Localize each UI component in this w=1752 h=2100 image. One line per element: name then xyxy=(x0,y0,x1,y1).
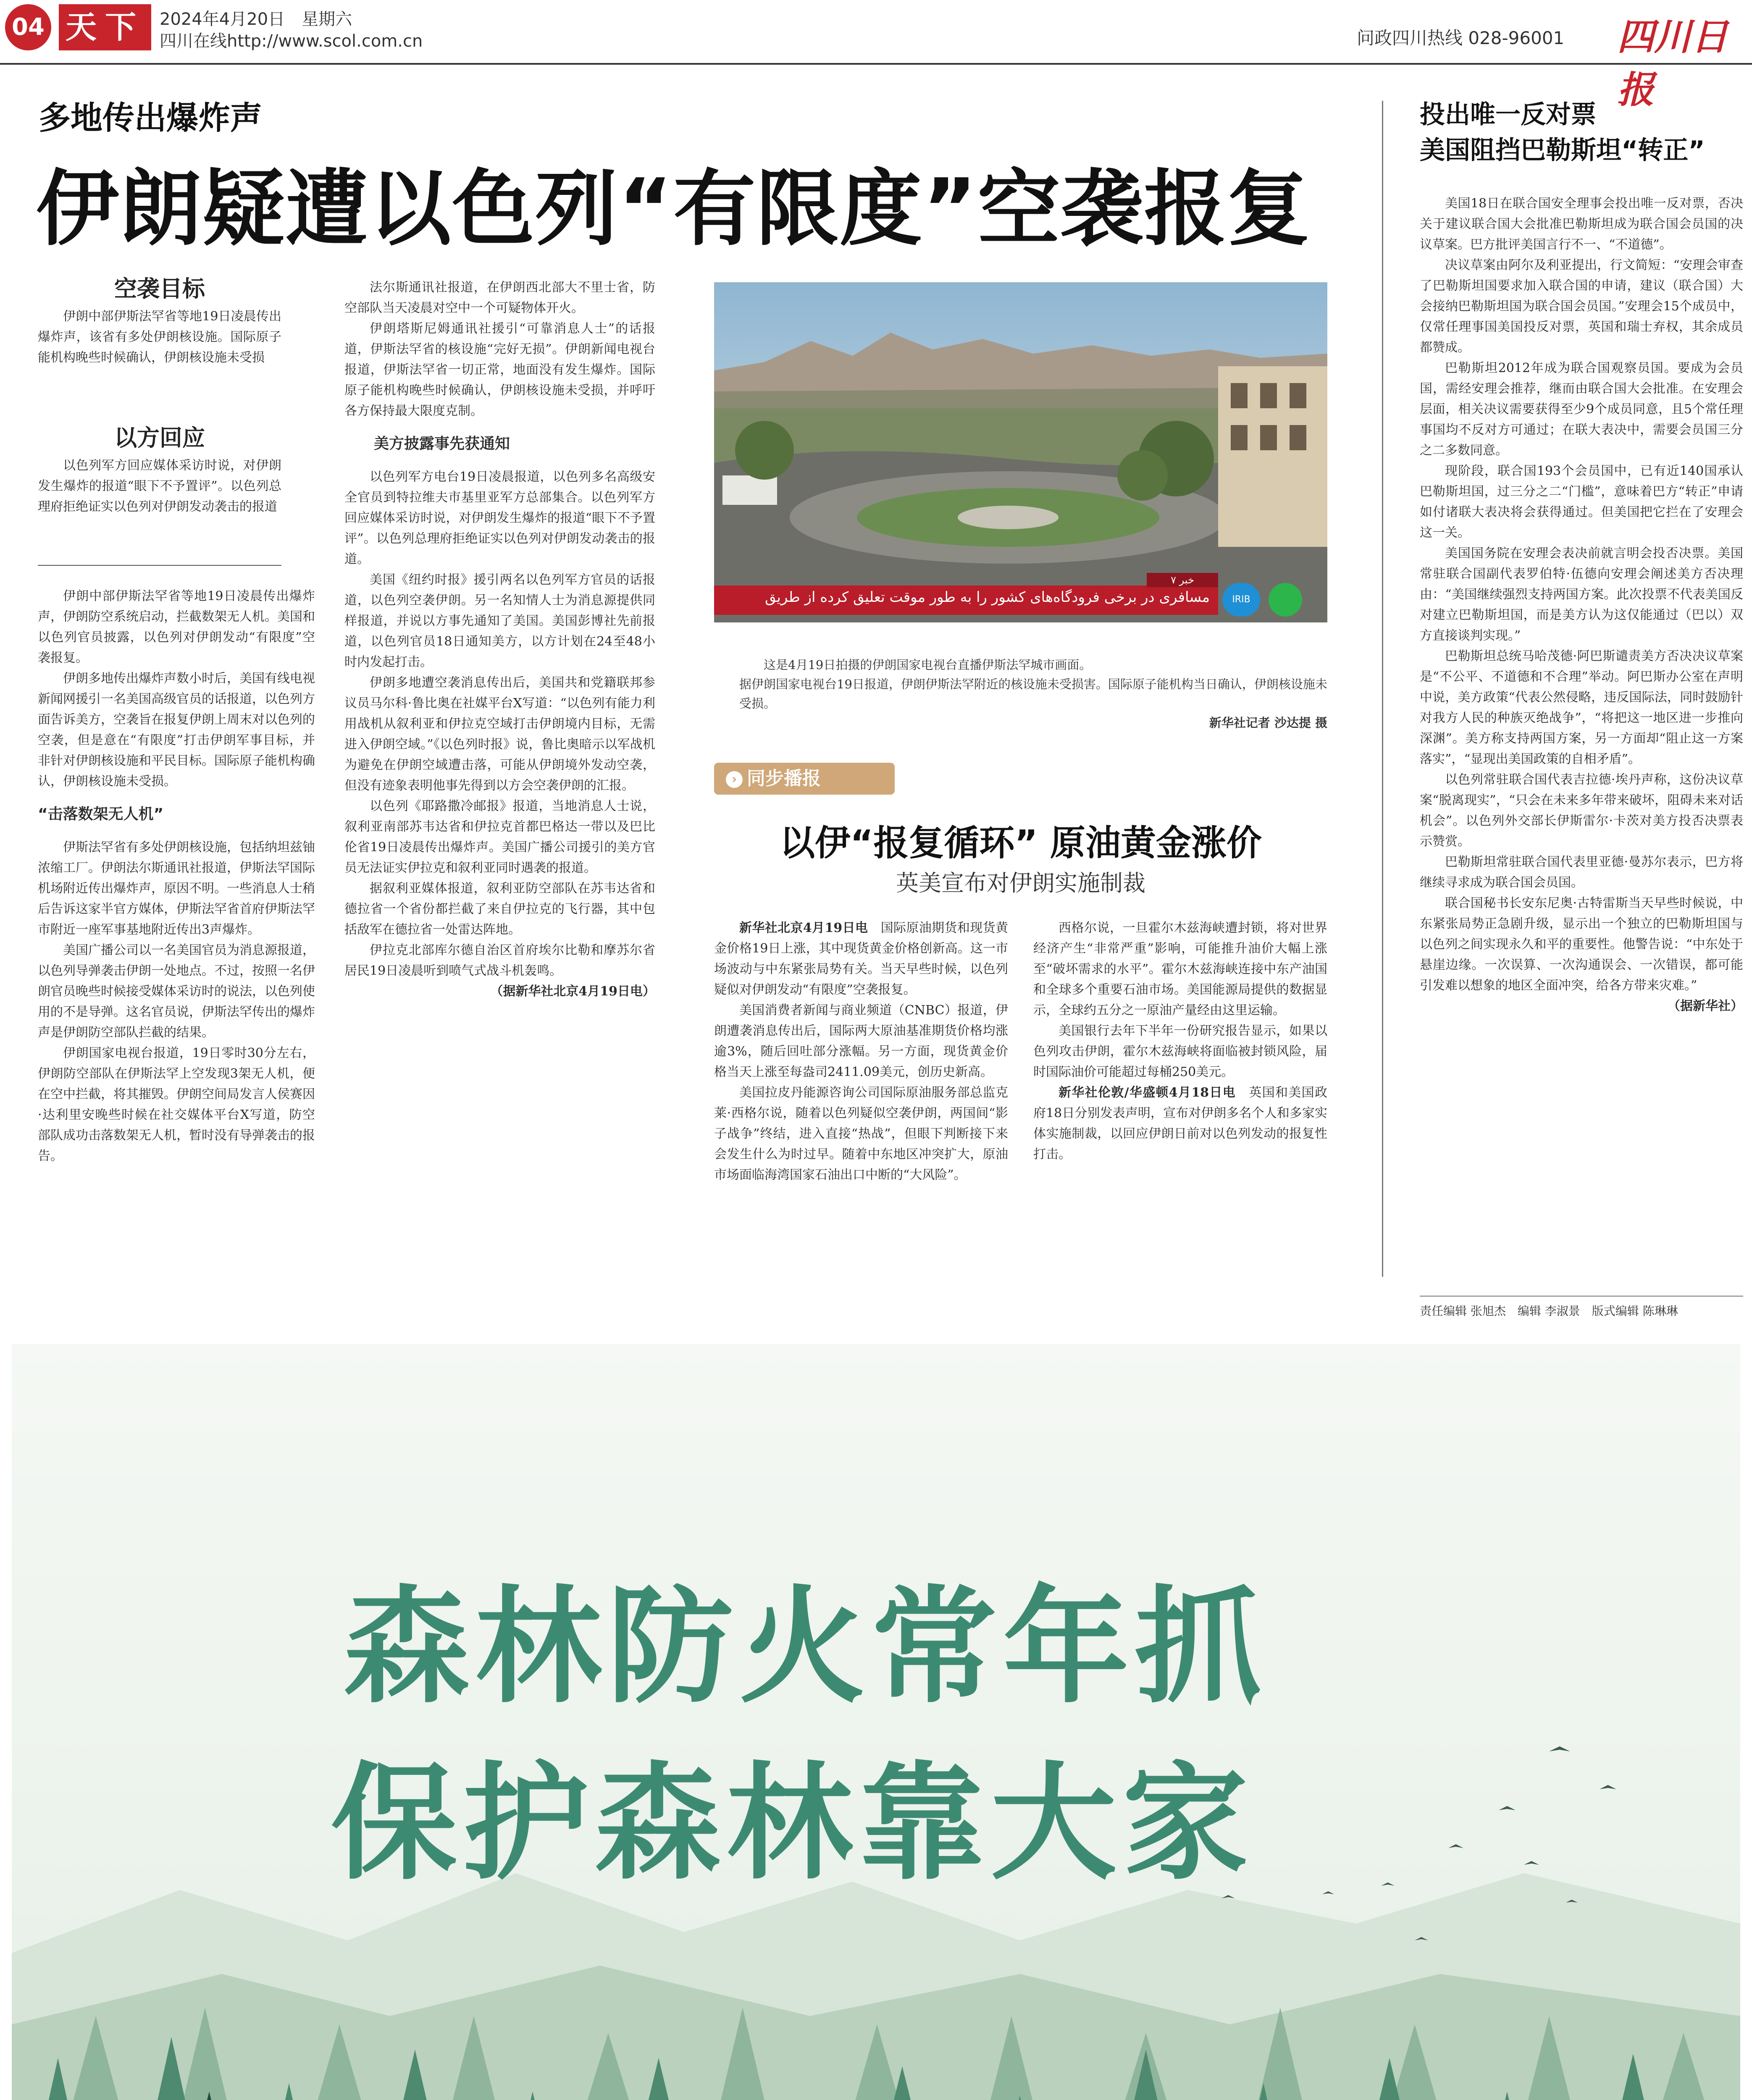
dateline: 新华社北京4月19日电 xyxy=(739,921,868,935)
paragraph: 巴勒斯坦2012年成为联合国观察员国。要成为会员国，需经安理会推荐，继而由联合国大会批准。在安理会层面，相关决议需要获得至少9个成员同意，且5个常任理事国均不反对方可通过；在联大表决中，需要会员国三分之二多数同意。 xyxy=(1420,361,1743,458)
masthead xyxy=(0,0,1752,111)
page-number-badge: 04 xyxy=(5,4,51,50)
paragraph: 伊朗塔斯尼姆通讯社援引“可靠消息人士”的话报道，伊斯法罕省的核设施“完好无损”。伊朗新闻电视台报道，伊斯法罕省一切正常，地面没有发生爆炸。国际原子能机构晚些时候确认，伊朗核设施未受损，并呼吁各方保持最大限度克制。 xyxy=(344,321,655,418)
subhead-us-notified: 美方披露事先获通知 xyxy=(374,435,510,452)
paper-name-logo: 四川日报 xyxy=(1617,15,1728,111)
paragraph: 联合国秘书长安东尼奥·古特雷斯当天早些时候说，中东紧张局势正急剧升级，显示出一个独立的巴勒斯坦国与以色列之间实现永久和平的重要性。他警告说：“中东处于悬崖边缘。一次误算、一次沟通误会、一次错误，都可能引发难以想象的地区全面冲突，给各方带来灾难。” xyxy=(1420,896,1743,993)
section-label: 天下 xyxy=(59,4,151,50)
credit: （据新华社） xyxy=(1668,999,1743,1013)
paragraph: 以色列常驻联合国代表吉拉德·埃丹声称，这份决议草案“脱离现实”，“只会在未来多年带来破坏，阻碍未来对话机会”。以色列外交部长伊斯雷尔·卡茨对美方投否决票表示赞赏。 xyxy=(1420,772,1743,849)
paragraph: 巴勒斯坦总统马哈茂德·阿巴斯谴责美方否决决议草案是“不公平、不道德和不合理”举动。阿巴斯办公室在声明中说，美方政策“代表公然侵略，违反国际法，同时鼓励针对我方人民的种族灭绝战争”，“将把这一地区进一步推向深渊”。美方称支持两国方案，另一方面却“阻止这一方案落实”，“显现出美国政策的自相矛盾”。 xyxy=(1420,649,1743,766)
paragraph: 巴勒斯坦常驻联合国代表里亚德·曼苏尔表示，巴方将继续寻求成为联合国会员国。 xyxy=(1420,855,1743,890)
paragraph: 美国消费者新闻与商业频道（CNBC）报道，伊朗遭袭消息传出后，国际两大原油基准期货价格均涨逾3%，随后回吐部分涨幅。另一方面，现货黄金价格当天上涨至每盎司2411.09美元，创历史新高。 xyxy=(714,1003,1008,1079)
paragraph: 决议草案由阿尔及利亚提出，行文简短：“安理会审查了巴勒斯坦国要求加入联合国的申请，建议（联合国）大会接纳巴勒斯坦国为联合国会员国。”安理会15个成员中，仅常任理事国美国投反对票，英国和瑞士弃权，其余成员都赞成。 xyxy=(1420,258,1743,355)
ad-slogan-line-2: 保护森林靠大家 xyxy=(331,1748,1254,1897)
forest-fire-ad xyxy=(12,1344,1740,2100)
box-airstrike-target xyxy=(38,275,281,368)
box-israel-response xyxy=(38,424,281,517)
sync-subheadline: 英美宣布对伊朗实施制裁 xyxy=(896,870,1145,896)
ticker-label: خبر ۷ xyxy=(1147,573,1218,587)
subhead-drones: “击落数架无人机” xyxy=(38,806,164,823)
lead-column-2 xyxy=(344,277,655,1002)
paragraph xyxy=(1033,1082,1327,1165)
paragraph: 美国国务院在安理会表决前就言明会投否决票。美国常驻联合国副代表罗伯特·伍德向安理会阐述美方否决理由：“美国继续强烈支持两国方案。此次投票不代表美国反对建立巴勒斯坦国，而是美方认为这仅能通过（巴以）双方直接谈判实现。” xyxy=(1420,546,1743,643)
paragraph: 法尔斯通讯社报道，在伊朗西北部大不里士省，防空部队当天凌晨对空中一个可疑物体开火。 xyxy=(344,280,655,315)
channel-logo: IRIB xyxy=(1222,583,1260,617)
paragraph: 伊朗国家电视台报道，19日零时30分左右，伊朗防空部队在伊斯法罕上空发现3架无人机，便在空中拦截，将其摧毁。伊朗空间局发言人侯赛因·达利里安晚些时候在社交媒体平台X写道，防空部队成功击落数架无人机，暂时没有导弹袭击的报告。 xyxy=(38,1046,315,1163)
paragraph: 西格尔说，一旦霍尔木兹海峡遭封锁，将对世界经济产生“非常严重”影响，可能推升油价大幅上涨至“破坏需求的水平”。霍尔木兹海峡连接中东产油国和全球多个重要石油市场。美国能源局提供的数据显示，全球约五分之一原油产量经由这里运输。 xyxy=(1033,921,1327,1018)
paragraph: 伊朗多地传出爆炸声数小时后，美国有线电视新闻网援引一名美国高级官员的话报道，以色列方面告诉美方，空袭旨在报复伊朗上周末对以色列的空袭，但是意在“有限度”打击伊朗军事目标，并非针对伊朗核设施和平民目标。国际原子能机构确认，伊朗核设施未受损。 xyxy=(38,671,315,789)
ticker-text: مسافری در برخی فرودگاه‌های کشور را به طور موقت تعلیق کرده از طریق xyxy=(765,589,1210,606)
caption-line: 这是4月19日拍摄的伊朗国家电视台直播伊斯法罕城市画面。 xyxy=(764,658,1092,672)
isfahan-tv-photo xyxy=(714,282,1327,622)
dateline: 新华社伦敦/华盛顿4月18日电 xyxy=(1059,1085,1236,1100)
tv-ticker xyxy=(714,576,1327,622)
issue-date: 2024年4月20日 星期六 xyxy=(160,10,352,29)
credit: （据新华社北京4月19日电） xyxy=(490,984,655,999)
lead-kicker: 多地传出爆炸声 xyxy=(39,99,262,136)
photo-credit: 新华社记者 沙达提 摄 xyxy=(1209,716,1327,730)
photo-caption xyxy=(739,655,1327,732)
masthead-rule xyxy=(0,63,1752,65)
box-divider xyxy=(38,565,281,566)
chevron-right-icon: › xyxy=(726,771,743,788)
sync-tag-label: 同步播报 xyxy=(747,768,821,789)
lead-headline: 伊朗疑遭以色列“有限度”空袭报复 xyxy=(36,161,1311,257)
sync-headline: 以伊“报复循环” 原油黄金涨价 xyxy=(780,822,1262,864)
paragraph: 伊朗多地遭空袭消息传出后，美国共和党籍联邦参议员马尔科·鲁比奥在社媒平台X写道：“以色列有能力利用战机从叙利亚和伊拉克空域打击伊朗境内目标，无需进入伊朗空域。”《以色列时报》说，鲁比奥暗示以军战机为避免在伊朗空域遭击落，可能从伊朗境外发动空袭，但没有迹象表明他事先得到以方会空袭伊朗的汇报。 xyxy=(344,675,655,793)
caption-line: 据伊朗国家电视台19日报道，伊朗伊斯法罕附近的核设施未受损害。国际原子能机构当日确认，伊朗核设施未受损。 xyxy=(739,677,1327,711)
paragraph: 据叙利亚媒体报道，叙利亚防空部队在苏韦达省和德拉省一个省份都拦截了来自伊拉克的飞行器，其中包括敌军在德拉省一处雷达阵地。 xyxy=(344,881,655,937)
editors-line: 责任编辑 张旭杰 编辑 李淑景 版式编辑 陈琳琳 xyxy=(1420,1304,1678,1318)
paragraph: 伊斯法罕省有多处伊朗核设施，包括纳坦兹铀浓缩工厂。伊朗法尔斯通讯社报道，伊斯法罕国际机场附近传出爆炸声，原因不明。一些消息人士稍后告诉这家半官方媒体，伊斯法罕省首府伊斯法罕市附近一座军事基地附近传出3声爆炸。 xyxy=(38,840,315,937)
editor-rule xyxy=(1420,1296,1743,1297)
paragraph: 美国银行去年下半年一份研究报告显示，如果以色列攻击伊朗，霍尔木兹海峡将面临被封锁风险，届时国际油价可能超过每桶250美元。 xyxy=(1033,1024,1327,1079)
right-headline-2: 美国阻挡巴勒斯坦“转正” xyxy=(1420,136,1705,165)
paragraph: 美国18日在联合国安全理事会投出唯一反对票，否决关于建议联合国大会批准巴勒斯坦成为联合国会员国的决议草案。巴方批评美国言行不一、“不道德”。 xyxy=(1420,196,1743,252)
paragraph: 美国《纽约时报》援引两名以色列军方官员的话报道，以色列空袭伊朗。另一名知情人士为消息源提供同样报道，并说以方事先通知了美国。美国彭博社先前报道，以色列官员18日通知美方，以方计划在24至48小时内发起打击。 xyxy=(344,572,655,669)
wifi-icon xyxy=(1269,583,1302,617)
hotline: 问政四川热线 028-96001 xyxy=(1357,28,1565,48)
paragraph: 伊拉克北部库尔德自治区首府埃尔比勒和摩苏尔省居民19日凌晨听到喷气式战斗机轰鸣。 xyxy=(344,943,655,978)
paragraph: 美国拉皮丹能源咨询公司国际原油服务部总监克莱·西格尔说，随着以色列疑似空袭伊朗，两国间“影子战争”终结，进入直接“热战”，但眼下判断接下来会发生什么为时过早。随着中东地区冲突扩大，原油市场面临海湾国家石油出口中断的“大风险”。 xyxy=(714,1085,1008,1182)
box-title: 以方回应 xyxy=(114,424,205,451)
sync-tag xyxy=(714,763,895,795)
paragraph xyxy=(714,918,1008,1000)
box-text: 以色列军方回应媒体采访时说，对伊朗发生爆炸的报道“眼下不予置评”。以色列总理府拒绝证实以色列对伊朗发动袭击的报道 xyxy=(38,458,281,514)
paragraph: 以色列军方电台19日凌晨报道，以色列多名高级安全官员到特拉维夫市基里亚军方总部集合。以色列军方回应媒体采访时说，对伊朗发生爆炸的报道“眼下不予置评”。以色列总理府拒绝证实以色列对伊朗发动袭击的报道。 xyxy=(344,470,655,567)
paragraph: 伊朗中部伊斯法罕省等地19日凌晨传出爆炸声，伊朗防空系统启动，拦截数架无人机。美国和以色列官员披露，以色列对伊朗发动“有限度”空袭报复。 xyxy=(38,589,315,665)
paragraph-text: 英国和美国政府18日分别发表声明，宣布对伊朗多名个人和多家实体实施制裁，以回应伊朗日前对以色列发动的报复性打击。 xyxy=(1033,1085,1328,1162)
ad-slogan-line-1: 森林防火常年抓 xyxy=(344,1572,1267,1720)
paragraph-text: 国际原油期货和现货黄金价格19日上涨，其中现货黄金价格创新高。这一市场波动与中东紧张局势有关。当天早些时候，以色列疑似对伊朗发动“有限度”空袭报复。 xyxy=(714,921,1009,997)
paragraph: 现阶段，联合国193个会员国中，已有近140国承认巴勒斯坦国，过三分之二“门槛”，意味着巴方“转正”申请如付诸联大表决将会获得通过。但美国把它拦在了安理会这一关。 xyxy=(1420,464,1743,540)
sync-column-a xyxy=(714,918,1008,1185)
photo-scene xyxy=(714,282,1327,622)
box-text: 伊朗中部伊斯法罕省等地19日凌晨传出爆炸声，该省有多处伊朗核设施。国际原子能机构晚些时候确认，伊朗核设施未受损 xyxy=(38,309,281,365)
lead-column-1 xyxy=(38,586,315,1166)
site-url: 四川在线http://www.scol.com.cn xyxy=(160,32,423,51)
right-headline-1: 投出唯一反对票 xyxy=(1420,100,1596,129)
paragraph: 美国广播公司以一名美国官员为消息源报道，以色列导弹袭击伊朗一处地点。不过，按照一名伊朗官员晚些时候接受媒体采访时的说法，以色列使用的不是导弹。这名官员说，伊斯法罕传出的爆炸声是伊朗防空部队拦截的结果。 xyxy=(38,943,315,1040)
box-title: 空袭目标 xyxy=(114,275,205,302)
right-column-divider xyxy=(1382,101,1383,1277)
sync-column-b xyxy=(1033,918,1327,1165)
paragraph: 以色列《耶路撒冷邮报》报道，当地消息人士说，叙利亚南部苏韦达省和伊拉克首都巴格达一带以及巴比伦省19日凌晨传出爆炸声。美国广播公司援引的美方官员无法证实伊拉克和叙利亚同时遇袭的报道。 xyxy=(344,799,655,875)
right-body xyxy=(1420,193,1743,1016)
